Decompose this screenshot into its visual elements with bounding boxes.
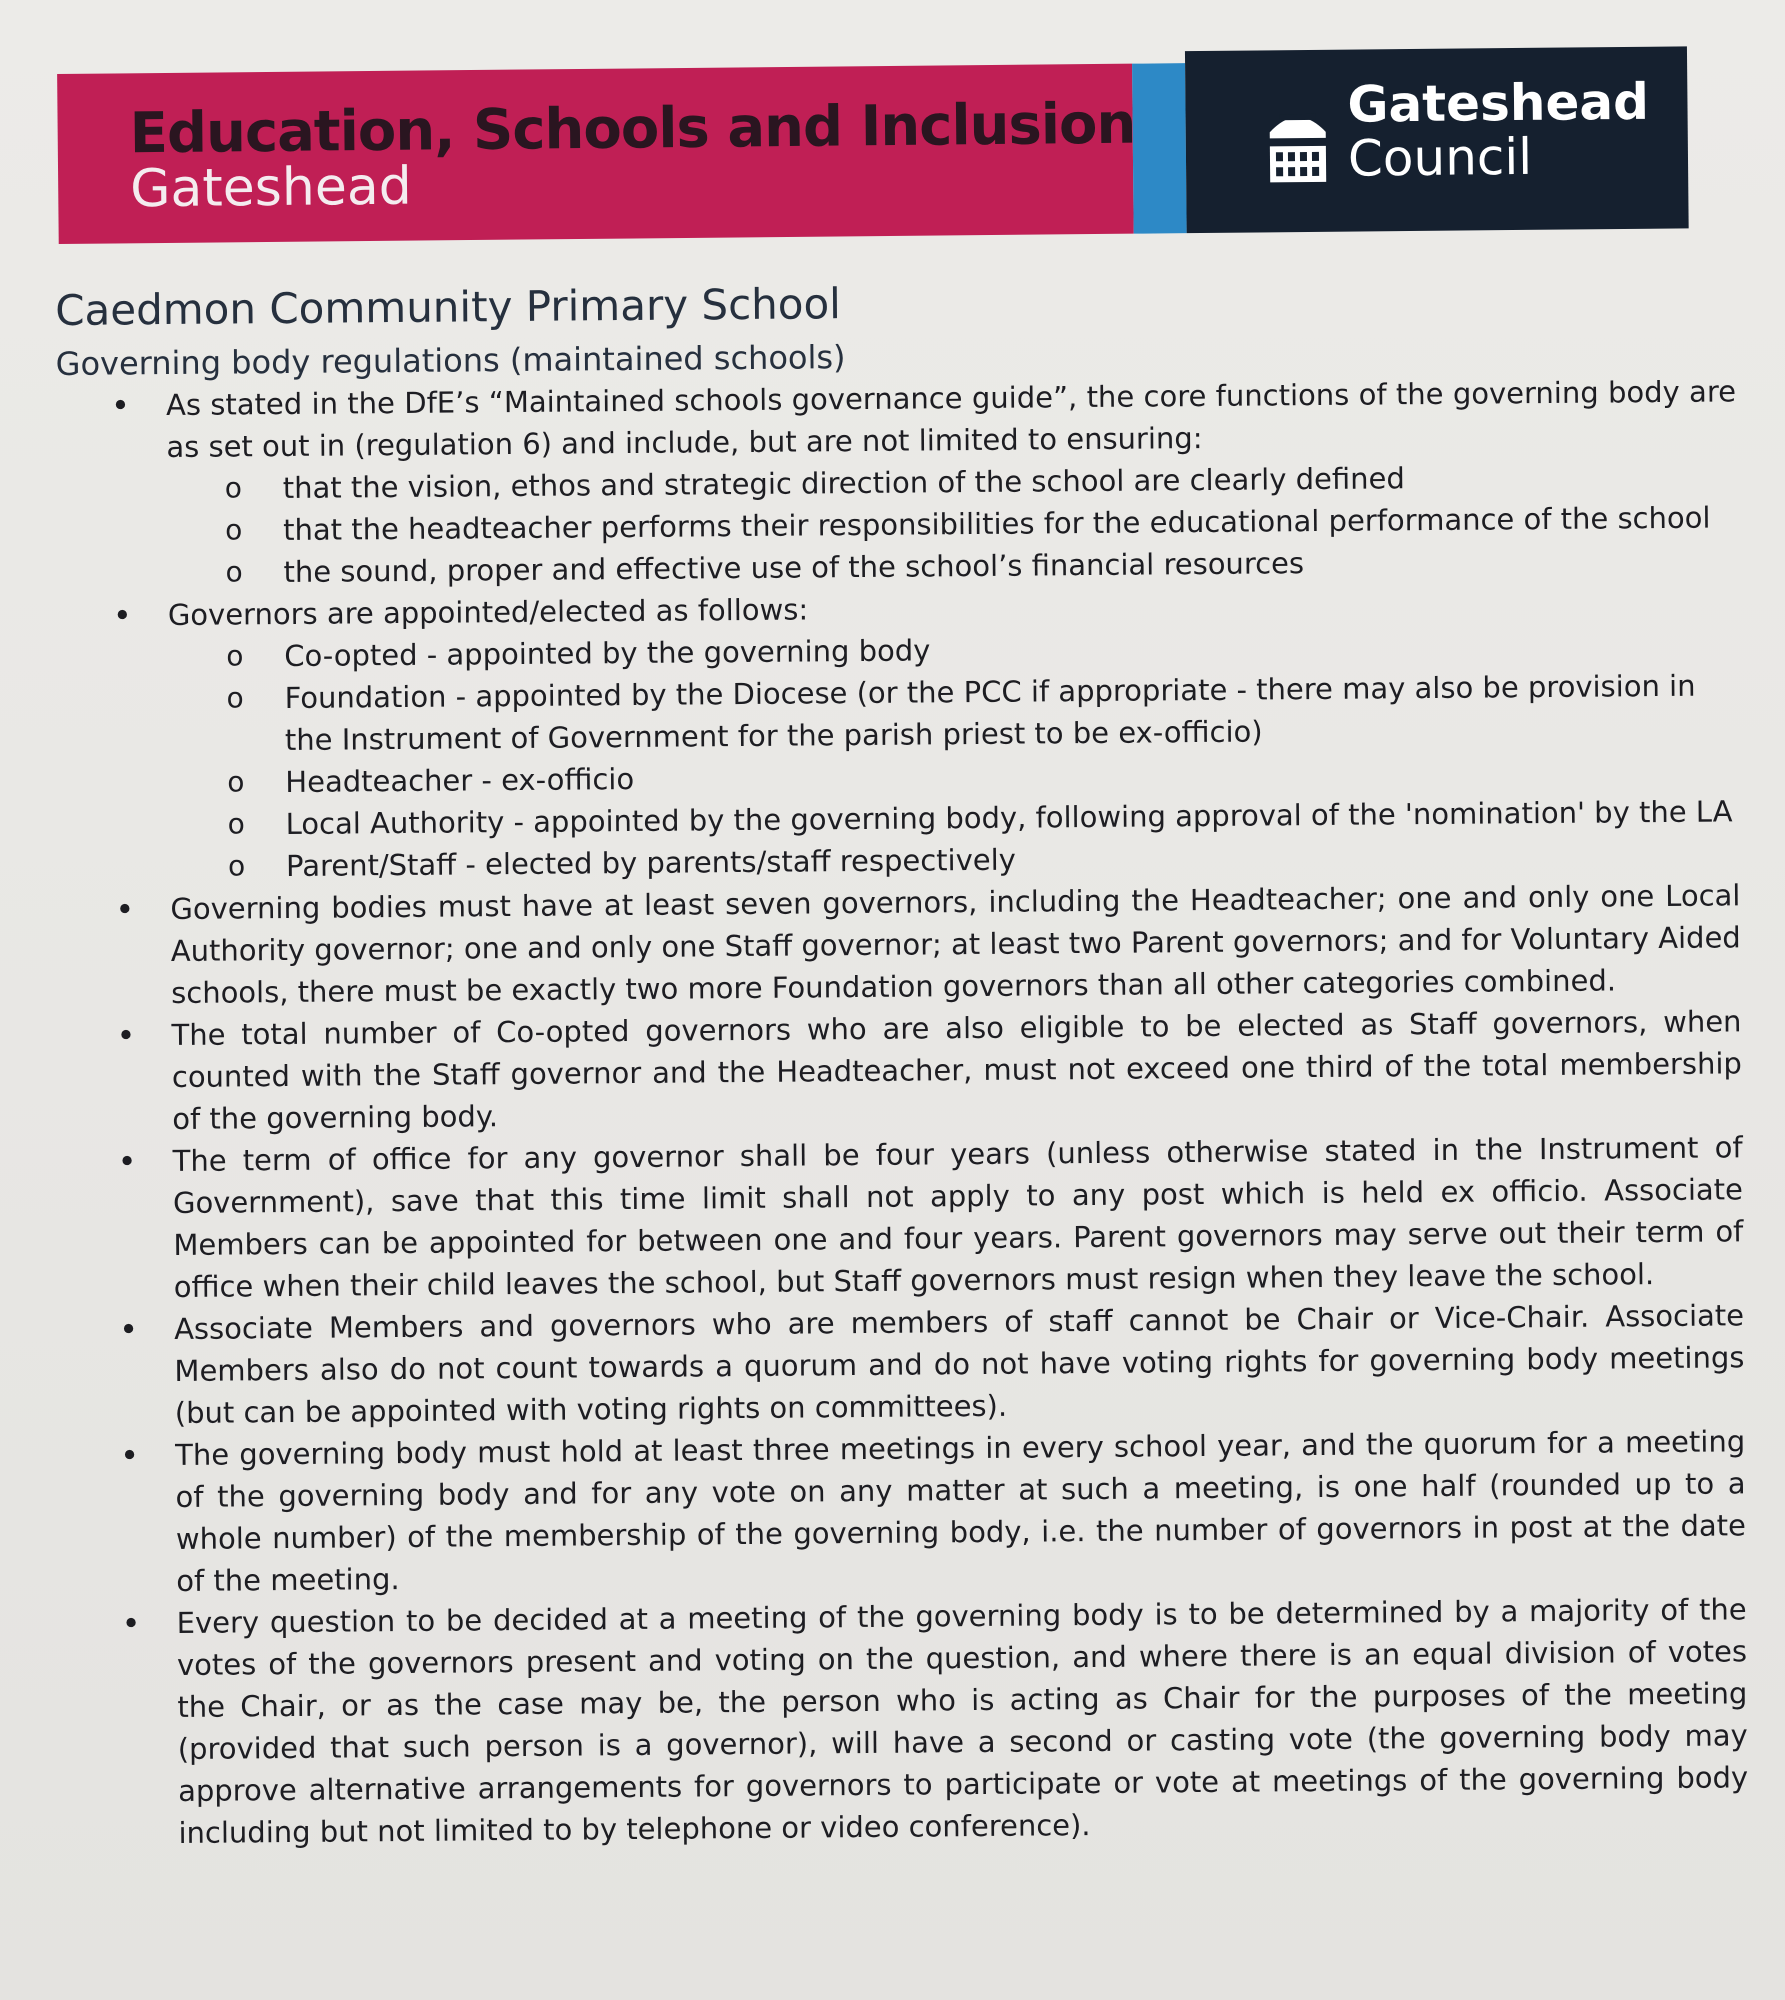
council-name-line1: Gateshead <box>1347 72 1650 134</box>
bullet-text: Governors are appointed/elected as follows: <box>167 592 809 633</box>
section-title: Governing body regulations (maintained schools) <box>55 338 846 383</box>
sub-item-text: o Local Authority - appointed by the governing body, following approval of the 'nomination' by the LA <box>285 794 1733 842</box>
list-item: • The total number of Co-opted governors who are also eligible to be elected as Staff governors, when counted with the Staff governor and the Headteacher, must not exceed one third of the total membership of the governing body. <box>61 1000 1742 1141</box>
school-name-heading: Caedmon Community Primary School <box>55 279 842 335</box>
sub-item-text: o that the headteacher performs their responsibilities for the educational performance of the school <box>282 500 1711 548</box>
document-body <box>55 271 1749 1855</box>
sub-item-text: o that the vision, ethos and strategic direction of the school are clearly defined <box>282 461 1405 506</box>
list-item: • The term of office for any governor shall be four years (unless otherwise stated in the Instrument of Government), save that this time limit shall not apply to any post which is held ex officio. Associate Members can be appointed for between one and four years. Parent governors may serve out their term of office when their child leaves the school, but Staff governors must resign when they leave the school. <box>62 1126 1743 1309</box>
list-item: • The governing body must hold at least three meetings in every school year, and the quorum for a meeting of the governing body and for any vote on any matter at such a meeting, is one half (rounded up to a whole number) of the membership of the governing body, i.e. the number of governors in post at the date of the meeting. <box>65 1420 1746 1603</box>
sub-item-text: o Co-opted - appointed by the governing body <box>284 633 931 674</box>
regulations-list <box>56 370 1749 1855</box>
list-item: • Governing bodies must have at least seven governors, including the Headteacher; one and only one Local Authority governor; one and only one Staff governor; at least two Parent governors; and for Voluntary Aided schools, there must be exactly two more Foundation governors than all other categories combined. <box>60 874 1741 1015</box>
sub-item-text: o Foundation - appointed by the Diocese (or the PCC if appropriate - there may also be provision in the Instrument of Government for the parish priest to be ex-officio) <box>284 668 1696 758</box>
header-banner <box>57 46 1689 242</box>
department-subtitle: Gateshead <box>129 156 412 220</box>
council-name-line2: Council <box>1347 127 1533 188</box>
bullet-text: As stated in the DfE’s “Maintained schools governance guide”, the core functions of the governing body are as set out in (regulation 6) and include, but are not limited to ensuring: <box>165 374 1737 465</box>
sub-item-text: o the sound, proper and effective use of the school’s financial resources <box>283 546 1305 590</box>
sub-item-text: o Headteacher - ex-officio <box>285 761 635 800</box>
department-title: Education, Schools and Inclusion <box>129 91 1136 167</box>
list-item: • Associate Members and governors who are members of staff cannot be Chair or Vice-Chair. Associate Members also do not count towards a quorum and do not have voting rights for governing body meetings (but can be appointed with voting rights on committees). <box>64 1294 1745 1435</box>
list-item <box>58 580 1741 889</box>
banner-blue-stripe <box>1132 63 1187 234</box>
sub-list <box>168 622 1740 888</box>
sub-list <box>167 454 1738 594</box>
sub-list-item <box>58 664 1739 763</box>
gateshead-council-building-icon <box>1265 102 1330 187</box>
list-item <box>56 370 1738 595</box>
list-item: • Every question to be decided at a meeting of the governing body is to be determined by a majority of the votes of the governors present and voting on the question, and where there is an equal division of votes the Chair, or as the case may be, the person who is acting as Chair for the purposes of the meeting (provided that such person is a governor), will have a second or casting vote (the governing body may approve alternative arrangements for governors to participate or vote at meetings of the governing body including but not limited to by telephone or video conference). <box>66 1588 1748 1855</box>
sub-item-text: o Parent/Staff - elected by parents/staff respectively <box>285 842 1017 884</box>
